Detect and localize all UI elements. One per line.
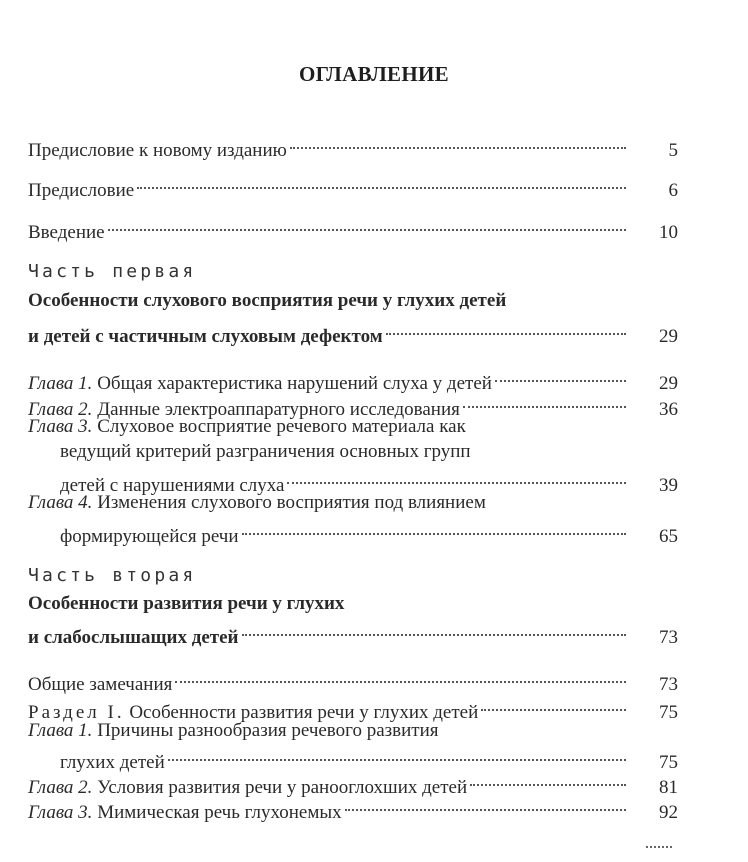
toc-entry-introduction[interactable] [28,212,678,243]
toc-chapter-entry[interactable] [28,792,678,823]
toc-entry-preface-new-edition[interactable] [28,130,678,161]
toc-chapter-entry[interactable] [28,767,678,798]
part-title-text: и детей с частичным слуховым дефектом [28,326,383,347]
toc-page-number: 75 [659,702,678,723]
toc-entry-text: Условия развития речи у ранооглохших детей [97,777,468,798]
toc-chapter-continuation[interactable] [60,439,678,465]
chapter-prefix: Глава 2. [28,777,93,798]
leader-dots [463,389,626,415]
toc-entry-text: Данные электроаппаратурного исследования [97,399,460,420]
toc-page-number: 36 [659,399,678,420]
toc-page-number: 10 [659,222,678,243]
chapter-prefix: Глава 1. [28,373,93,394]
part-title-line[interactable] [28,316,678,347]
toc-entry-text: Мимическая речь глухонемых [97,802,342,823]
toc-entry-general-remarks[interactable] [28,664,678,695]
toc-entry-text: Общие замечания [28,674,173,695]
leader-dots [481,692,626,718]
leader-dots [108,212,626,238]
leader-dots [175,664,626,690]
leader-dots [470,767,626,793]
toc-entry-text: Общая характеристика нарушений слуха у детей [97,373,492,394]
part-title-line[interactable] [28,591,678,617]
part-title-text: и слабослышащих детей [28,627,239,648]
toc-chapter-entry[interactable] [28,718,678,744]
toc-page-number: 92 [659,802,678,823]
toc-chapter-continuation[interactable] [60,516,678,547]
toc-entry-text: Слуховое восприятие речевого материала как [97,416,466,437]
toc-page-number: 29 [659,373,678,394]
chapter-prefix: Глава 4. [28,492,93,513]
toc-chapter-entry[interactable] [28,414,678,440]
toc-entry-text: глухих детей [60,752,165,773]
chapter-prefix: Глава 2. [28,399,93,420]
toc-page-number: 73 [659,674,678,695]
toc-page-number: 6 [668,180,678,201]
toc-chapter-entry[interactable] [28,389,678,420]
chapter-prefix: Глава 3. [28,802,93,823]
leader-dots [386,316,626,342]
toc-entry-text: Введение [28,222,105,243]
toc-entry-text: Причины разнообразия речевого развития [97,720,439,741]
page-title: ОГЛАВЛЕНИЕ [299,62,449,86]
toc-chapter-continuation[interactable] [60,742,678,773]
toc-page-number: 81 [659,777,678,798]
part-title-text: Особенности слухового восприятия речи у глухих детей [28,290,507,311]
leader-dots [495,363,626,389]
toc-entry-text: формирующейся речи [60,526,239,547]
toc-page-number: 75 [659,752,678,773]
toc-entry-text: Предисловие [28,180,135,201]
toc-page-number: 5 [668,140,678,161]
toc-entry-text: ведущий критерий разграничения основных групп [60,441,471,462]
toc-page-number: 29 [659,326,678,347]
part-label: Часть первая [28,261,197,282]
toc-chapter-entry[interactable] [28,490,678,516]
toc-page-number: 39 [659,475,678,496]
part-label: Часть вторая [28,565,197,586]
leader-dots [345,792,626,818]
part-title-line[interactable] [28,617,678,648]
leader-dots [137,170,626,196]
toc-section-entry[interactable] [28,692,678,723]
toc-page-number: 73 [659,627,678,648]
leader-dots [290,130,626,156]
toc-entry-preface[interactable] [28,170,678,201]
toc-entry-text: Предисловие к новому изданию [28,140,287,161]
toc-entry-text: Изменения слухового восприятия под влиянием [97,492,486,513]
part-title-line[interactable] [28,288,678,314]
toc-entry-text: Особенности развития речи у глухих детей [129,702,479,723]
leader-dots [168,742,626,768]
leader-dots-continuation [646,846,672,848]
leader-dots [287,465,626,491]
toc-chapter-continuation[interactable] [60,465,678,496]
chapter-prefix: Глава 1. [28,720,93,741]
part-title-text: Особенности развития речи у глухих [28,593,345,614]
leader-dots [242,617,626,643]
toc-entry-text: детей с нарушениями слуха [60,475,285,496]
toc-page-number: 65 [659,526,678,547]
toc-chapter-entry[interactable] [28,363,678,394]
section-prefix: Раздел I. [28,702,125,723]
chapter-prefix: Глава 3. [28,416,93,437]
leader-dots [242,516,627,542]
